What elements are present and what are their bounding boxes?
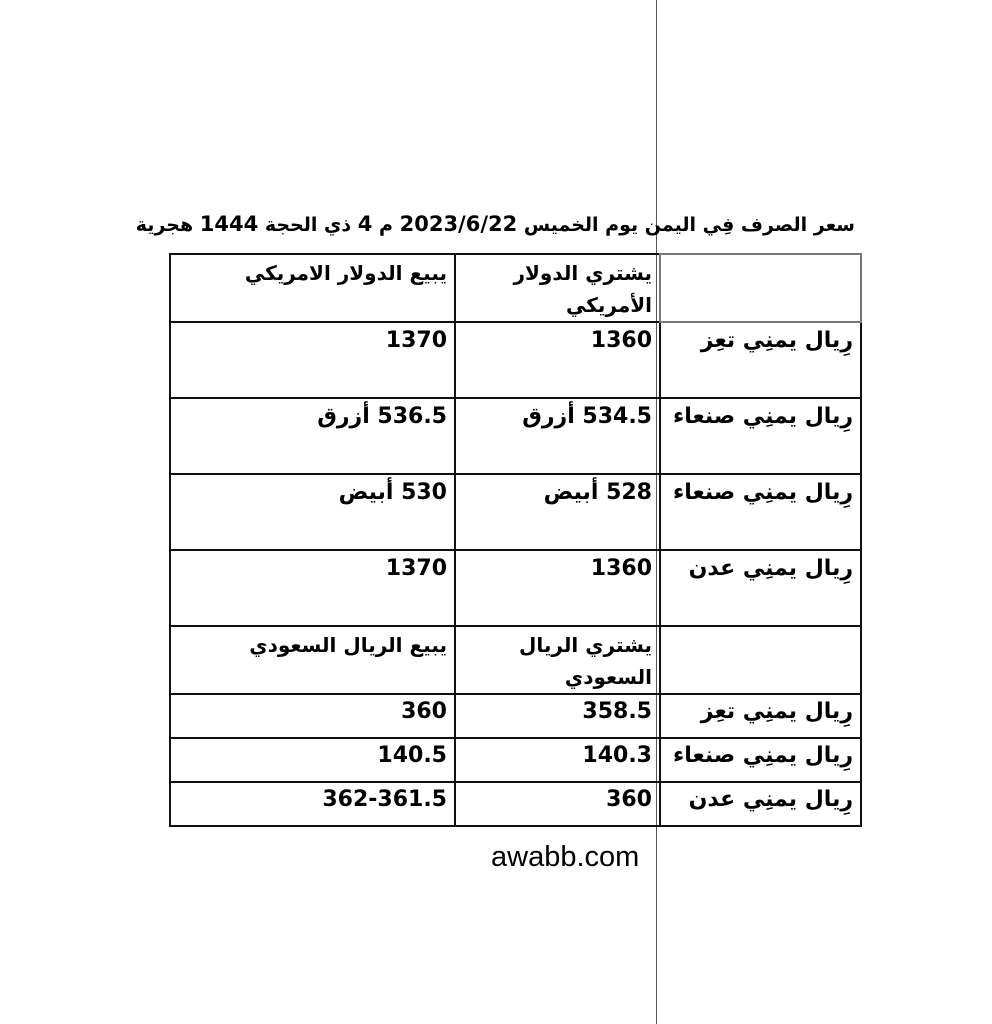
page-title xyxy=(135,210,855,239)
usd-buy-header: يشتري الدولار الأمريكي xyxy=(455,254,660,322)
table-row xyxy=(170,474,861,550)
title-suffix: م xyxy=(379,214,393,236)
exchange-rate-table xyxy=(169,253,862,827)
currency-label: رِيال يمنِي عدن xyxy=(660,782,861,826)
title-hijri-label: هجرية xyxy=(135,214,194,236)
buy-rate: 1360 xyxy=(455,550,660,626)
table-row xyxy=(170,550,861,626)
table-row xyxy=(170,398,861,474)
buy-rate: 360 xyxy=(455,782,660,826)
dollar-header-row xyxy=(170,254,861,322)
sell-rate: 530 أبيض xyxy=(170,474,455,550)
buy-rate: 534.5 أزرق xyxy=(455,398,660,474)
currency-label: رِيال يمنِي تعِز xyxy=(660,322,861,398)
table-row xyxy=(170,782,861,826)
sell-rate: 536.5 أزرق xyxy=(170,398,455,474)
header-empty-cell xyxy=(660,626,861,694)
riyal-header-row xyxy=(170,626,861,694)
sell-rate: 1370 xyxy=(170,550,455,626)
header-empty-cell xyxy=(660,254,861,322)
sar-buy-header: يشتري الريال السعودي xyxy=(455,626,660,694)
table-row xyxy=(170,322,861,398)
currency-label: رِيال يمنِي صنعاء xyxy=(660,474,861,550)
currency-label: رِيال يمنِي تعِز xyxy=(660,694,861,738)
table-row xyxy=(170,694,861,738)
buy-rate: 1360 xyxy=(455,322,660,398)
buy-rate: 528 أبيض xyxy=(455,474,660,550)
table-row xyxy=(170,738,861,782)
currency-label: رِيال يمنِي صنعاء xyxy=(660,738,861,782)
usd-sell-header: يبيع الدولار الامريكي xyxy=(170,254,455,322)
currency-label: رِيال يمنِي عدن xyxy=(660,550,861,626)
title-date: 2023/6/22 xyxy=(399,212,518,236)
sell-rate: 140.5 xyxy=(170,738,455,782)
title-hijri-day: 4 xyxy=(357,212,373,236)
title-hijri-year: 1444 xyxy=(199,212,259,236)
sell-rate: 360 xyxy=(170,694,455,738)
buy-rate: 358.5 xyxy=(455,694,660,738)
sell-rate: 1370 xyxy=(170,322,455,398)
sar-sell-header: يبيع الريال السعودي xyxy=(170,626,455,694)
title-text: سعر الصرف فِي اليمن يوم الخميس xyxy=(523,214,855,236)
title-hijri-month: ذي الحجة xyxy=(264,214,352,236)
buy-rate: 140.3 xyxy=(455,738,660,782)
currency-label: رِيال يمنِي صنعاء xyxy=(660,398,861,474)
source-website: awabb.com xyxy=(491,841,640,873)
sell-rate: 362-361.5 xyxy=(170,782,455,826)
